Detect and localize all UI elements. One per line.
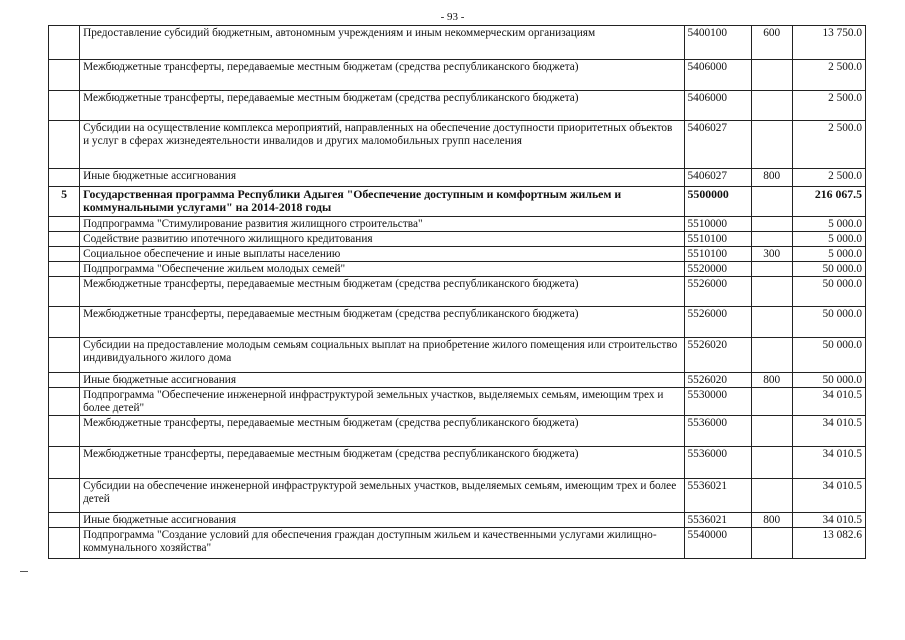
- table-row: [49, 338, 866, 373]
- expense-type: [751, 262, 792, 277]
- amount: 50 000.0: [792, 262, 865, 277]
- target-code: 5530000: [684, 388, 751, 416]
- amount: 5 000.0: [792, 232, 865, 247]
- amount: 34 010.5: [792, 513, 865, 528]
- expense-type: [751, 277, 792, 307]
- target-code: 5520000: [684, 262, 751, 277]
- expense-type: [751, 91, 792, 121]
- row-number: [49, 26, 80, 60]
- amount: 50 000.0: [792, 307, 865, 338]
- item-name: Межбюджетные трансферты, передаваемые местным бюджетам (средства республиканского бюджета): [80, 447, 684, 479]
- amount: 2 500.0: [792, 169, 865, 187]
- row-number: [49, 307, 80, 338]
- row-number: [49, 338, 80, 373]
- target-code: 5510000: [684, 217, 751, 232]
- table-row: [49, 479, 866, 513]
- amount: 2 500.0: [792, 60, 865, 91]
- target-code: 5536021: [684, 513, 751, 528]
- target-code: 5526020: [684, 373, 751, 388]
- table-row: [49, 91, 866, 121]
- amount: 34 010.5: [792, 479, 865, 513]
- table-row: [49, 447, 866, 479]
- table-row: [49, 232, 866, 247]
- item-name: Социальное обеспечение и иные выплаты населению: [80, 247, 684, 262]
- amount: 34 010.5: [792, 388, 865, 416]
- item-name: Подпрограмма "Стимулирование развития жилищного строительства": [80, 217, 684, 232]
- amount: 13 082.6: [792, 528, 865, 559]
- expense-type: [751, 187, 792, 217]
- item-name: Подпрограмма "Обеспечение жильем молодых семей": [80, 262, 684, 277]
- item-name: Субсидии на обеспечение инженерной инфраструктурой земельных участков, выделяемых семьям, имеющим трех и более детей: [80, 479, 684, 513]
- expense-type: [751, 232, 792, 247]
- expense-type: [751, 479, 792, 513]
- item-name: Иные бюджетные ассигнования: [80, 373, 684, 388]
- table-row: [49, 388, 866, 416]
- expense-type: [751, 528, 792, 559]
- row-number: [49, 373, 80, 388]
- table-row: [49, 416, 866, 447]
- table-row: [49, 121, 866, 169]
- item-name: Межбюджетные трансферты, передаваемые местным бюджетам (средства республиканского бюджета): [80, 277, 684, 307]
- target-code: 5526000: [684, 277, 751, 307]
- table-row: [49, 187, 866, 217]
- target-code: 5526000: [684, 307, 751, 338]
- page-number: - 93 -: [440, 11, 465, 23]
- row-number: [49, 416, 80, 447]
- row-number: [49, 60, 80, 91]
- margin-mark: [20, 571, 28, 572]
- item-name: Иные бюджетные ассигнования: [80, 169, 684, 187]
- table-row: [49, 307, 866, 338]
- expense-type: 600: [751, 26, 792, 60]
- row-number: 5: [49, 187, 80, 217]
- item-name: Субсидии на осуществление комплекса мероприятий, направленных на обеспечение доступности приоритетных объектов и услуг в сферах жизнедеятельности инвалидов и других маломобильных групп населения: [80, 121, 684, 169]
- item-name: Государственная программа Республики Адыгея "Обеспечение доступным и комфортным жильем и коммунальными услугами" на 2014-2018 годы: [80, 187, 684, 217]
- expense-type: 800: [751, 513, 792, 528]
- table-row: [49, 60, 866, 91]
- item-name: Подпрограмма "Обеспечение инженерной инфраструктурой земельных участков, выделяемых семьям, имеющим трех и более детей": [80, 388, 684, 416]
- item-name: Межбюджетные трансферты, передаваемые местным бюджетам (средства республиканского бюджета): [80, 307, 684, 338]
- table-row: [49, 277, 866, 307]
- row-number: [49, 91, 80, 121]
- target-code: 5406000: [684, 91, 751, 121]
- row-number: [49, 232, 80, 247]
- amount: 216 067.5: [792, 187, 865, 217]
- table-row: [49, 26, 866, 60]
- row-number: [49, 447, 80, 479]
- item-name: Межбюджетные трансферты, передаваемые местным бюджетам (средства республиканского бюджета): [80, 91, 684, 121]
- row-number: [49, 513, 80, 528]
- row-number: [49, 247, 80, 262]
- row-number: [49, 262, 80, 277]
- row-number: [49, 479, 80, 513]
- expense-type: 800: [751, 169, 792, 187]
- target-code: 5510100: [684, 232, 751, 247]
- item-name: Предоставление субсидий бюджетным, автономным учреждениям и иным некоммерческим организациям: [80, 26, 684, 60]
- expense-type: 800: [751, 373, 792, 388]
- table-row: [49, 528, 866, 559]
- amount: 34 010.5: [792, 416, 865, 447]
- target-code: 5406027: [684, 169, 751, 187]
- target-code: 5540000: [684, 528, 751, 559]
- target-code: 5406027: [684, 121, 751, 169]
- amount: 2 500.0: [792, 91, 865, 121]
- expense-type: [751, 307, 792, 338]
- expense-type: [751, 388, 792, 416]
- item-name: Субсидии на предоставление молодым семьям социальных выплат на приобретение жилого помещения или строительство индивидуального жилого дома: [80, 338, 684, 373]
- item-name: Межбюджетные трансферты, передаваемые местным бюджетам (средства республиканского бюджета): [80, 60, 684, 91]
- row-number: [49, 121, 80, 169]
- item-name: Иные бюджетные ассигнования: [80, 513, 684, 528]
- table-row: [49, 247, 866, 262]
- budget-table: [48, 25, 866, 559]
- target-code: 5536000: [684, 447, 751, 479]
- row-number: [49, 388, 80, 416]
- table-row: [49, 169, 866, 187]
- amount: 50 000.0: [792, 338, 865, 373]
- amount: 5 000.0: [792, 247, 865, 262]
- expense-type: [751, 217, 792, 232]
- amount: 50 000.0: [792, 277, 865, 307]
- row-number: [49, 277, 80, 307]
- amount: 13 750.0: [792, 26, 865, 60]
- expense-type: [751, 416, 792, 447]
- target-code: 5400100: [684, 26, 751, 60]
- table-row: [49, 217, 866, 232]
- expense-type: [751, 447, 792, 479]
- target-code: 5536000: [684, 416, 751, 447]
- expense-type: 300: [751, 247, 792, 262]
- row-number: [49, 528, 80, 559]
- target-code: 5526020: [684, 338, 751, 373]
- item-name: Межбюджетные трансферты, передаваемые местным бюджетам (средства республиканского бюджета): [80, 416, 684, 447]
- item-name: Содействие развитию ипотечного жилищного кредитования: [80, 232, 684, 247]
- table-row: [49, 373, 866, 388]
- target-code: 5406000: [684, 60, 751, 91]
- amount: 50 000.0: [792, 373, 865, 388]
- row-number: [49, 169, 80, 187]
- target-code: 5510100: [684, 247, 751, 262]
- amount: 2 500.0: [792, 121, 865, 169]
- expense-type: [751, 60, 792, 91]
- row-number: [49, 217, 80, 232]
- table-row: [49, 513, 866, 528]
- amount: 5 000.0: [792, 217, 865, 232]
- item-name: Подпрограмма "Создание условий для обеспечения граждан доступным жильем и качественными услугами жилищно-коммунального хозяйства": [80, 528, 684, 559]
- expense-type: [751, 121, 792, 169]
- expense-type: [751, 338, 792, 373]
- table-row: [49, 262, 866, 277]
- amount: 34 010.5: [792, 447, 865, 479]
- budget-table-body: [49, 26, 866, 559]
- target-code: 5536021: [684, 479, 751, 513]
- target-code: 5500000: [684, 187, 751, 217]
